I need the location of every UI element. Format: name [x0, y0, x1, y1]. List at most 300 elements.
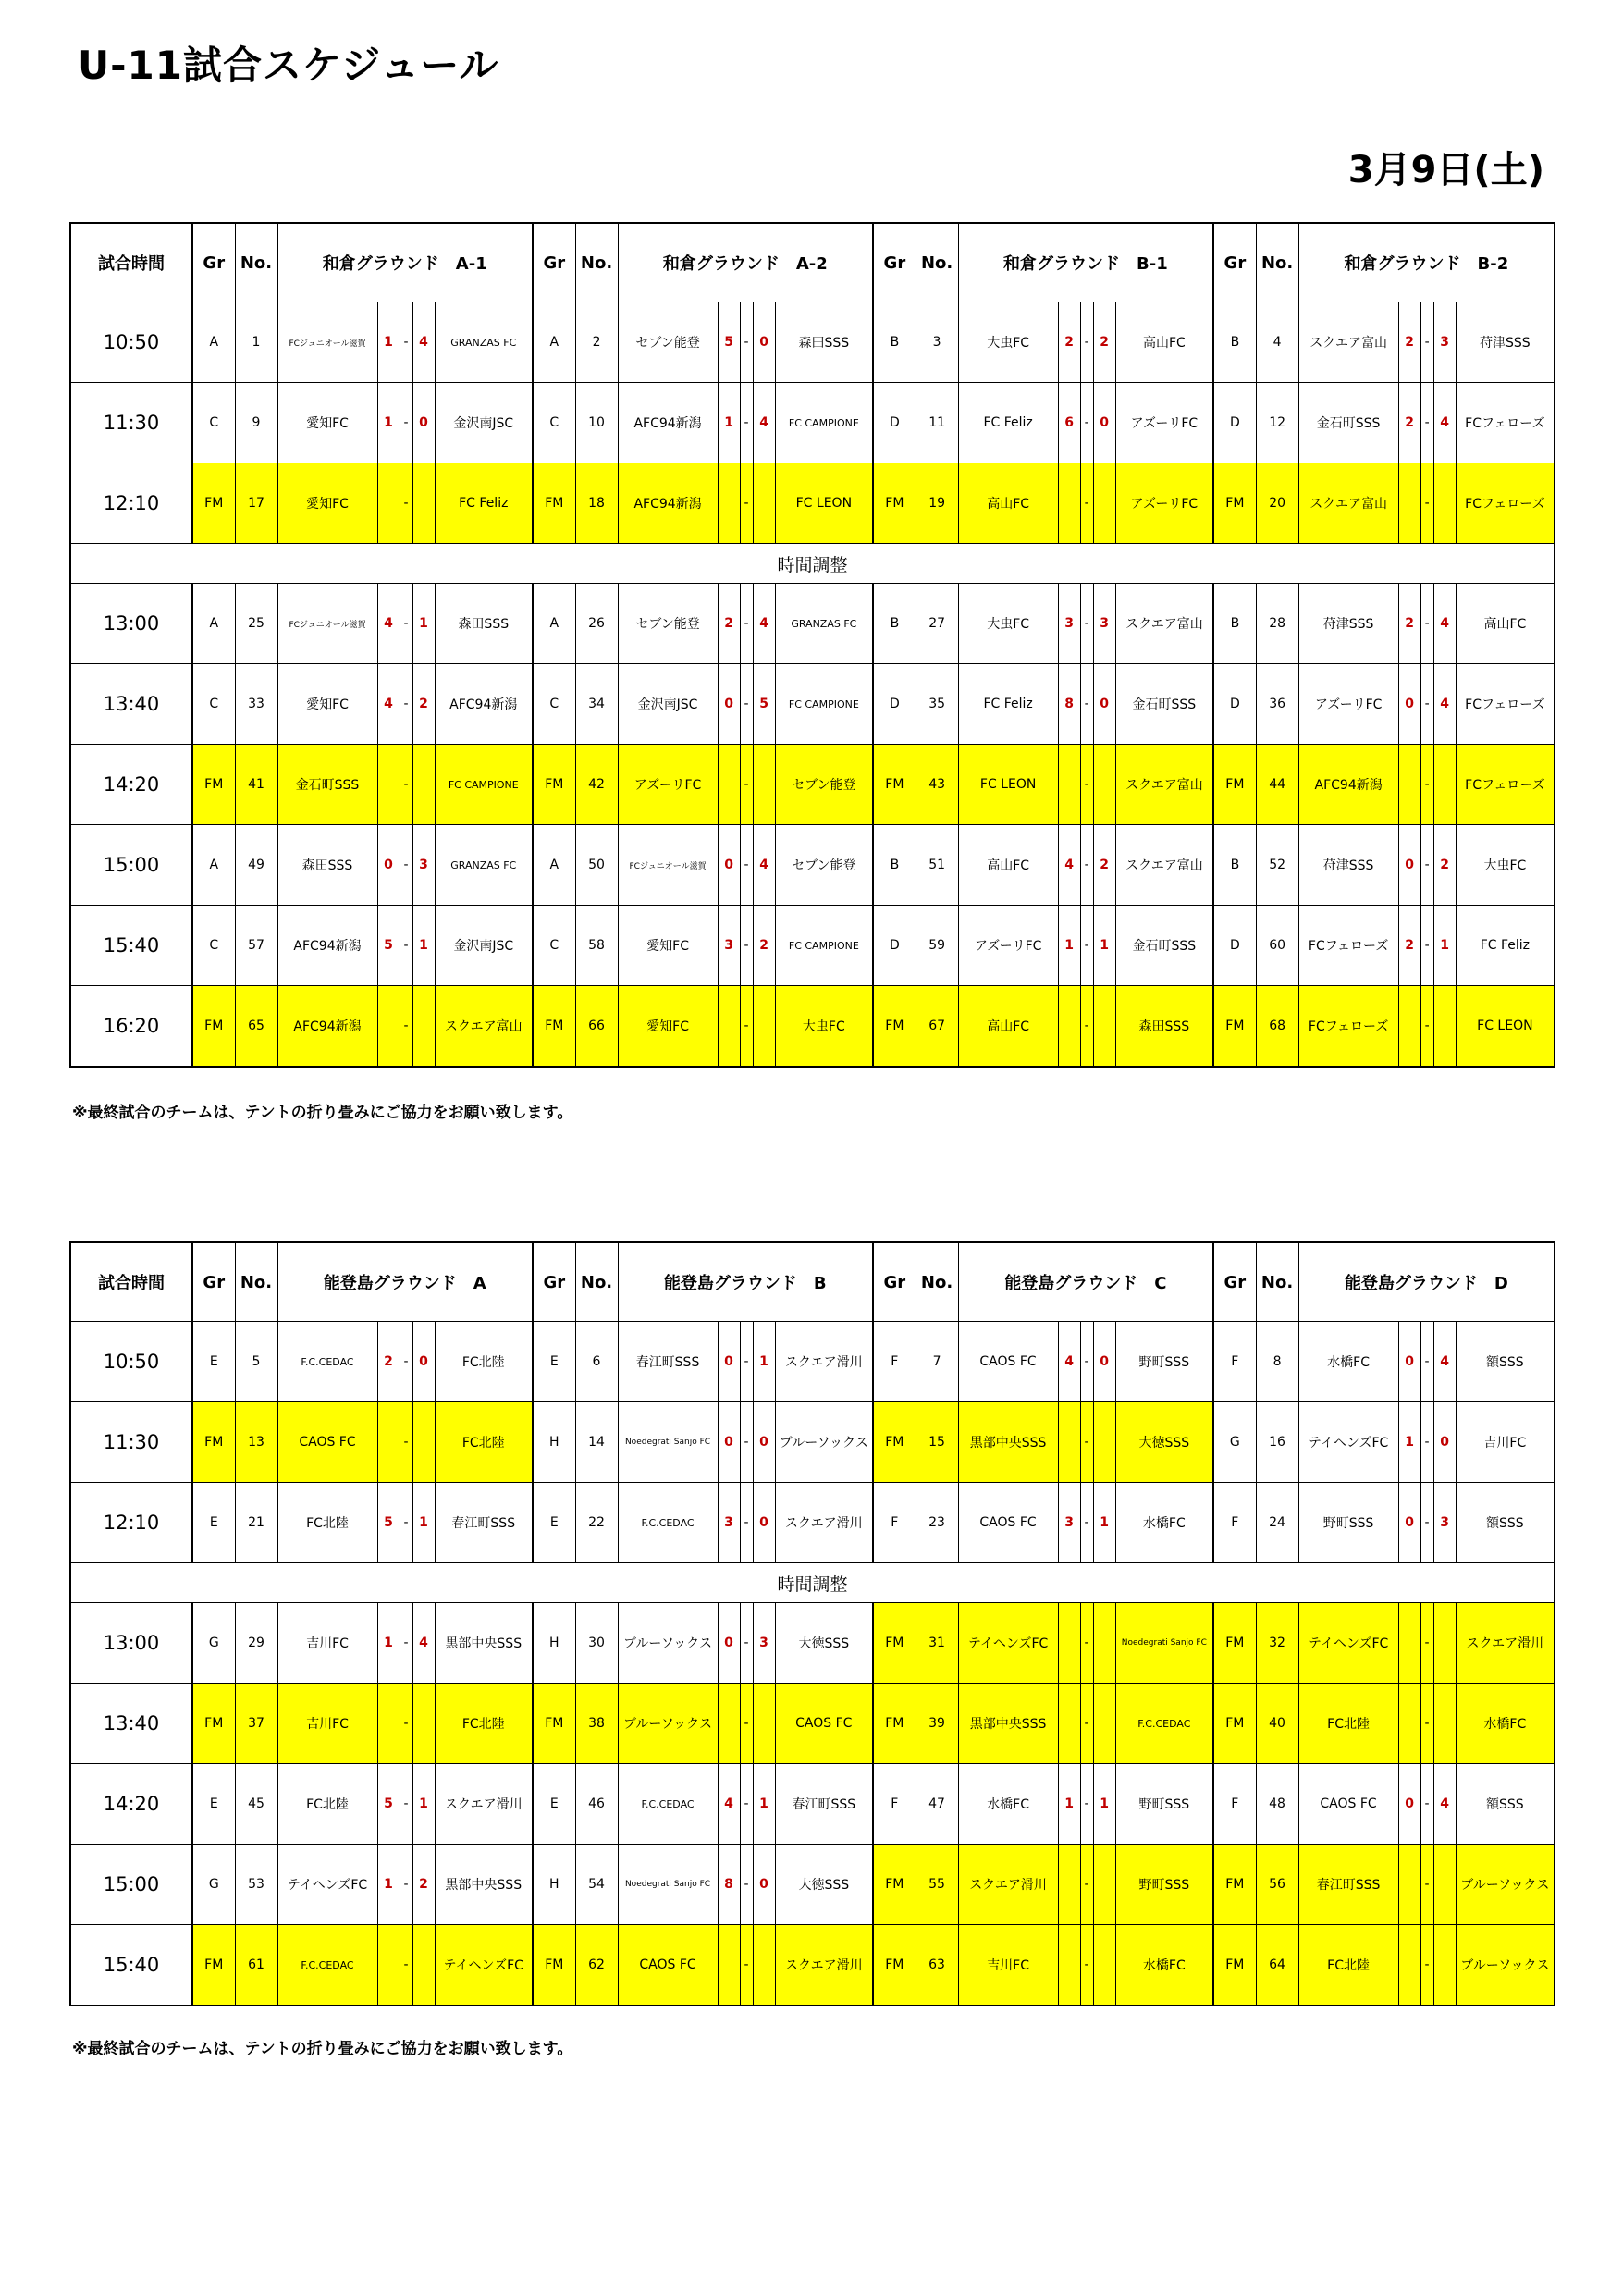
home-score: [377, 1925, 400, 2006]
away-score: 3: [753, 1603, 775, 1684]
home-team: FCジュニオール滋賀: [618, 825, 718, 906]
home-team: ブルーソックス: [618, 1684, 718, 1764]
header-time: 試合時間: [70, 223, 192, 302]
away-team: 額SSS: [1456, 1322, 1555, 1402]
away-team: FC CAMPIONE: [775, 664, 873, 745]
home-team: CAOS FC: [958, 1322, 1058, 1402]
away-score: [412, 1402, 435, 1483]
away-score: 4: [1433, 383, 1456, 463]
home-team: テイヘンズFC: [1298, 1402, 1398, 1483]
match-time: 15:40: [70, 906, 192, 986]
match-number: 62: [575, 1925, 618, 2006]
away-score: 2: [753, 906, 775, 986]
match-group: FM: [533, 745, 575, 825]
home-team: AFC94新潟: [277, 986, 377, 1068]
away-team: スクエア富山: [1115, 584, 1213, 664]
away-score: 0: [753, 1845, 775, 1925]
match-group: D: [1213, 664, 1256, 745]
header-row: [70, 1242, 1555, 1322]
match-number: 25: [235, 584, 277, 664]
away-team: 高山FC: [1115, 302, 1213, 383]
home-team: F.C.CEDAC: [277, 1322, 377, 1402]
away-team: GRANZAS FC: [775, 584, 873, 664]
home-team: 愛知FC: [618, 906, 718, 986]
home-team: CAOS FC: [618, 1925, 718, 2006]
home-team: 苻津SSS: [1298, 584, 1398, 664]
match-group: FM: [1213, 745, 1256, 825]
header-no: No.: [235, 223, 277, 302]
home-score: [1398, 1925, 1420, 2006]
score-separator: -: [400, 1603, 412, 1684]
score-separator: -: [400, 1764, 412, 1845]
match-group: E: [192, 1322, 235, 1402]
match-group: A: [533, 584, 575, 664]
match-row: [70, 825, 1555, 906]
away-team: 金石町SSS: [1115, 906, 1213, 986]
away-score: [753, 1925, 775, 2006]
home-score: [1058, 1402, 1080, 1483]
away-score: 4: [753, 584, 775, 664]
match-group: FM: [533, 986, 575, 1068]
schedule-table-notojima: [69, 1241, 1555, 2006]
score-separator: -: [1080, 1925, 1093, 2006]
score-separator: -: [400, 745, 412, 825]
match-group: E: [533, 1764, 575, 1845]
match-number: 7: [916, 1322, 958, 1402]
page-title: U-11試合スケジュール: [78, 43, 499, 88]
home-team: Noedegrati Sanjo FC: [618, 1402, 718, 1483]
match-row: [70, 584, 1555, 664]
match-group: FM: [533, 1925, 575, 2006]
home-team: ブルーソックス: [618, 1603, 718, 1684]
home-score: 5: [377, 1764, 400, 1845]
home-team: AFC94新潟: [277, 906, 377, 986]
home-team: CAOS FC: [958, 1483, 1058, 1563]
match-number: 56: [1256, 1845, 1298, 1925]
away-team: スクエア富山: [1115, 745, 1213, 825]
away-team: 黒部中央SSS: [435, 1603, 533, 1684]
match-number: 68: [1256, 986, 1298, 1068]
score-separator: -: [740, 1684, 753, 1764]
header-ground-1: 能登島グラウンド A: [277, 1242, 533, 1322]
match-time: 14:20: [70, 1764, 192, 1845]
header-no: No.: [235, 1242, 277, 1322]
match-group: G: [192, 1603, 235, 1684]
score-separator: -: [740, 745, 753, 825]
away-team: スクエア富山: [1115, 825, 1213, 906]
home-score: [377, 986, 400, 1068]
away-team: アズーリFC: [1115, 383, 1213, 463]
match-number: 4: [1256, 302, 1298, 383]
home-score: 0: [718, 1603, 740, 1684]
score-separator: -: [1420, 1402, 1433, 1483]
away-team: 大徳SSS: [775, 1603, 873, 1684]
header-ground-1: 和倉グラウンド A-1: [277, 223, 533, 302]
match-group: D: [873, 664, 916, 745]
away-score: [412, 986, 435, 1068]
home-team: 金石町SSS: [277, 745, 377, 825]
away-score: [1433, 1684, 1456, 1764]
away-team: FC Feliz: [435, 463, 533, 544]
away-team: 野町SSS: [1115, 1845, 1213, 1925]
away-score: [412, 745, 435, 825]
home-team: FCフェローズ: [1298, 906, 1398, 986]
header-no: No.: [575, 223, 618, 302]
home-score: [1058, 986, 1080, 1068]
header-gr: Gr: [873, 223, 916, 302]
away-score: 2: [1093, 825, 1115, 906]
home-team: 黒部中央SSS: [958, 1402, 1058, 1483]
score-separator: -: [1420, 1845, 1433, 1925]
home-score: 5: [718, 302, 740, 383]
score-separator: -: [1080, 1402, 1093, 1483]
home-score: 2: [1398, 383, 1420, 463]
score-separator: -: [1080, 1483, 1093, 1563]
away-team: FC Feliz: [1456, 906, 1555, 986]
header-gr: Gr: [873, 1242, 916, 1322]
away-score: 0: [412, 383, 435, 463]
away-team: スクエア富山: [435, 986, 533, 1068]
score-separator: -: [740, 1845, 753, 1925]
score-separator: -: [740, 1483, 753, 1563]
score-separator: -: [740, 463, 753, 544]
match-number: 27: [916, 584, 958, 664]
home-score: 4: [1058, 1322, 1080, 1402]
match-group: C: [533, 383, 575, 463]
away-team: 野町SSS: [1115, 1322, 1213, 1402]
match-time: 15:00: [70, 825, 192, 906]
home-score: [718, 745, 740, 825]
away-team: 水橋FC: [1115, 1483, 1213, 1563]
match-number: 28: [1256, 584, 1298, 664]
match-number: 3: [916, 302, 958, 383]
match-group: A: [533, 825, 575, 906]
home-team: F.C.CEDAC: [618, 1764, 718, 1845]
score-separator: -: [740, 1322, 753, 1402]
away-team: セブン能登: [775, 825, 873, 906]
home-team: F.C.CEDAC: [277, 1925, 377, 2006]
match-group: D: [873, 383, 916, 463]
score-separator: -: [400, 1845, 412, 1925]
away-team: 金沢南JSC: [435, 906, 533, 986]
away-team: スクエア滑川: [775, 1322, 873, 1402]
match-number: 59: [916, 906, 958, 986]
home-score: [1398, 745, 1420, 825]
home-team: テイヘンズFC: [958, 1603, 1058, 1684]
match-number: 43: [916, 745, 958, 825]
match-number: 18: [575, 463, 618, 544]
match-time: 13:40: [70, 664, 192, 745]
match-row: [70, 1764, 1555, 1845]
away-team: FC北陸: [435, 1402, 533, 1483]
score-separator: -: [1420, 463, 1433, 544]
score-separator: -: [740, 302, 753, 383]
match-number: 20: [1256, 463, 1298, 544]
home-score: 0: [377, 825, 400, 906]
away-score: 4: [1433, 1764, 1456, 1845]
match-group: FM: [873, 1925, 916, 2006]
away-score: 2: [1093, 302, 1115, 383]
away-score: 4: [753, 825, 775, 906]
home-score: 0: [718, 825, 740, 906]
match-group: C: [533, 906, 575, 986]
home-team: 春江町SSS: [1298, 1845, 1398, 1925]
away-score: [1093, 1402, 1115, 1483]
away-team: CAOS FC: [775, 1684, 873, 1764]
away-score: 3: [1433, 1483, 1456, 1563]
match-group: FM: [192, 986, 235, 1068]
match-number: 22: [575, 1483, 618, 1563]
match-number: 60: [1256, 906, 1298, 986]
home-score: 3: [1058, 1483, 1080, 1563]
away-score: 1: [412, 1764, 435, 1845]
match-number: 21: [235, 1483, 277, 1563]
match-group: FM: [192, 1684, 235, 1764]
home-score: 1: [1058, 906, 1080, 986]
match-group: FM: [1213, 463, 1256, 544]
away-score: [753, 986, 775, 1068]
score-separator: -: [1420, 986, 1433, 1068]
score-separator: -: [740, 825, 753, 906]
away-team: FC CAMPIONE: [435, 745, 533, 825]
home-score: [1398, 1845, 1420, 1925]
away-score: [1433, 745, 1456, 825]
score-separator: -: [400, 825, 412, 906]
away-score: [1093, 1925, 1115, 2006]
home-score: [1398, 463, 1420, 544]
match-number: 12: [1256, 383, 1298, 463]
away-team: ブルーソックス: [1456, 1845, 1555, 1925]
home-score: [1398, 1684, 1420, 1764]
header-time: 試合時間: [70, 1242, 192, 1322]
match-time: 13:00: [70, 1603, 192, 1684]
home-team: 吉川FC: [277, 1603, 377, 1684]
score-separator: -: [1080, 745, 1093, 825]
match-number: 58: [575, 906, 618, 986]
header-gr: Gr: [533, 223, 575, 302]
match-number: 39: [916, 1684, 958, 1764]
match-number: 31: [916, 1603, 958, 1684]
match-row: [70, 906, 1555, 986]
away-team: FCフェローズ: [1456, 745, 1555, 825]
score-separator: -: [400, 383, 412, 463]
match-group: FM: [873, 986, 916, 1068]
match-group: E: [533, 1483, 575, 1563]
match-number: 45: [235, 1764, 277, 1845]
away-team: スクエア滑川: [775, 1925, 873, 2006]
match-number: 66: [575, 986, 618, 1068]
match-group: F: [1213, 1322, 1256, 1402]
match-number: 54: [575, 1845, 618, 1925]
away-team: 額SSS: [1456, 1764, 1555, 1845]
match-group: F: [873, 1322, 916, 1402]
match-row: [70, 1684, 1555, 1764]
match-time: 13:40: [70, 1684, 192, 1764]
home-score: 1: [377, 302, 400, 383]
home-team: アズーリFC: [1298, 664, 1398, 745]
match-group: FM: [533, 463, 575, 544]
match-time: 15:40: [70, 1925, 192, 2006]
match-number: 44: [1256, 745, 1298, 825]
score-separator: -: [400, 1684, 412, 1764]
match-group: G: [1213, 1402, 1256, 1483]
home-score: 2: [1058, 302, 1080, 383]
away-team: GRANZAS FC: [435, 825, 533, 906]
home-score: 4: [377, 584, 400, 664]
match-group: FM: [873, 1402, 916, 1483]
away-team: GRANZAS FC: [435, 302, 533, 383]
match-group: G: [192, 1845, 235, 1925]
score-separator: -: [400, 302, 412, 383]
away-team: FCフェローズ: [1456, 463, 1555, 544]
match-row: [70, 986, 1555, 1068]
match-group: D: [1213, 906, 1256, 986]
footnote-notojima: ※最終試合のチームは、テントの折り畳みにご協力をお願い致します。: [72, 2040, 573, 2058]
home-team: テイヘンズFC: [1298, 1603, 1398, 1684]
match-time: 10:50: [70, 1322, 192, 1402]
away-score: [1093, 463, 1115, 544]
match-number: 14: [575, 1402, 618, 1483]
match-number: 30: [575, 1603, 618, 1684]
match-group: FM: [873, 1845, 916, 1925]
home-team: 野町SSS: [1298, 1483, 1398, 1563]
away-team: FC北陸: [435, 1684, 533, 1764]
match-row: [70, 1322, 1555, 1402]
home-team: 水橋FC: [1298, 1322, 1398, 1402]
home-score: 0: [1398, 664, 1420, 745]
home-team: 愛知FC: [277, 664, 377, 745]
home-score: [718, 1925, 740, 2006]
match-number: 41: [235, 745, 277, 825]
away-team: 春江町SSS: [775, 1764, 873, 1845]
match-group: FM: [873, 745, 916, 825]
away-team: FC CAMPIONE: [775, 383, 873, 463]
header-no: No.: [1256, 1242, 1298, 1322]
match-group: B: [1213, 825, 1256, 906]
home-team: 愛知FC: [277, 463, 377, 544]
away-team: 金沢南JSC: [435, 383, 533, 463]
match-group: FM: [1213, 1603, 1256, 1684]
away-team: 大徳SSS: [775, 1845, 873, 1925]
match-number: 13: [235, 1402, 277, 1483]
header-ground-4: 和倉グラウンド B-2: [1298, 223, 1555, 302]
home-score: 4: [377, 664, 400, 745]
away-team: Noedegrati Sanjo FC: [1115, 1603, 1213, 1684]
away-score: 4: [753, 383, 775, 463]
match-group: FM: [192, 1925, 235, 2006]
home-score: 0: [718, 1402, 740, 1483]
home-team: スクエア富山: [1298, 463, 1398, 544]
home-score: [1058, 463, 1080, 544]
away-team: 春江町SSS: [435, 1483, 533, 1563]
away-team: アズーリFC: [1115, 463, 1213, 544]
score-separator: -: [740, 584, 753, 664]
home-team: FC北陸: [1298, 1684, 1398, 1764]
match-number: 34: [575, 664, 618, 745]
home-score: 6: [1058, 383, 1080, 463]
score-separator: -: [400, 1322, 412, 1402]
score-separator: -: [740, 664, 753, 745]
home-score: 0: [1398, 1483, 1420, 1563]
match-group: FM: [1213, 1684, 1256, 1764]
home-score: 0: [1398, 825, 1420, 906]
home-team: 金石町SSS: [1298, 383, 1398, 463]
match-number: 67: [916, 986, 958, 1068]
home-score: [1398, 986, 1420, 1068]
away-score: 0: [1093, 383, 1115, 463]
match-number: 35: [916, 664, 958, 745]
away-team: テイヘンズFC: [435, 1925, 533, 2006]
home-team: 高山FC: [958, 825, 1058, 906]
home-team: 大虫FC: [958, 302, 1058, 383]
home-score: 2: [1398, 302, 1420, 383]
away-score: 4: [412, 302, 435, 383]
match-group: FM: [1213, 1925, 1256, 2006]
score-separator: -: [1080, 1684, 1093, 1764]
home-score: [1398, 1603, 1420, 1684]
away-score: [1433, 986, 1456, 1068]
score-separator: -: [1420, 745, 1433, 825]
away-score: [1093, 986, 1115, 1068]
home-team: FCフェローズ: [1298, 986, 1398, 1068]
score-separator: -: [1080, 1845, 1093, 1925]
score-separator: -: [400, 664, 412, 745]
time-adjust-label: 時間調整: [70, 544, 1555, 584]
header-ground-2: 能登島グラウンド B: [618, 1242, 873, 1322]
match-group: C: [192, 664, 235, 745]
home-team: 春江町SSS: [618, 1322, 718, 1402]
away-score: 1: [753, 1322, 775, 1402]
away-score: 4: [1433, 584, 1456, 664]
score-separator: -: [1080, 986, 1093, 1068]
away-score: [1433, 463, 1456, 544]
home-score: 5: [377, 906, 400, 986]
match-row: [70, 1483, 1555, 1563]
away-score: [1433, 1603, 1456, 1684]
score-separator: -: [740, 1925, 753, 2006]
match-number: 40: [1256, 1684, 1298, 1764]
score-separator: -: [1420, 584, 1433, 664]
match-group: D: [873, 906, 916, 986]
away-team: スクエア滑川: [435, 1764, 533, 1845]
home-score: 1: [377, 383, 400, 463]
match-number: 29: [235, 1603, 277, 1684]
home-team: 大虫FC: [958, 584, 1058, 664]
match-group: B: [873, 825, 916, 906]
score-separator: -: [1080, 664, 1093, 745]
match-number: 16: [1256, 1402, 1298, 1483]
score-separator: -: [1420, 1925, 1433, 2006]
home-score: 0: [1398, 1764, 1420, 1845]
home-team: FCジュニオール滋賀: [277, 584, 377, 664]
home-score: [1058, 1925, 1080, 2006]
home-score: 1: [1058, 1764, 1080, 1845]
match-group: E: [192, 1483, 235, 1563]
home-team: FC LEON: [958, 745, 1058, 825]
match-row: [70, 1603, 1555, 1684]
score-separator: -: [1080, 906, 1093, 986]
away-team: 吉川FC: [1456, 1402, 1555, 1483]
away-score: 1: [1093, 1483, 1115, 1563]
match-time: 11:30: [70, 1402, 192, 1483]
score-separator: -: [1080, 825, 1093, 906]
header-ground-3: 能登島グラウンド C: [958, 1242, 1213, 1322]
away-score: [753, 745, 775, 825]
match-row: [70, 302, 1555, 383]
match-time: 12:10: [70, 1483, 192, 1563]
home-team: CAOS FC: [277, 1402, 377, 1483]
away-score: 1: [412, 584, 435, 664]
